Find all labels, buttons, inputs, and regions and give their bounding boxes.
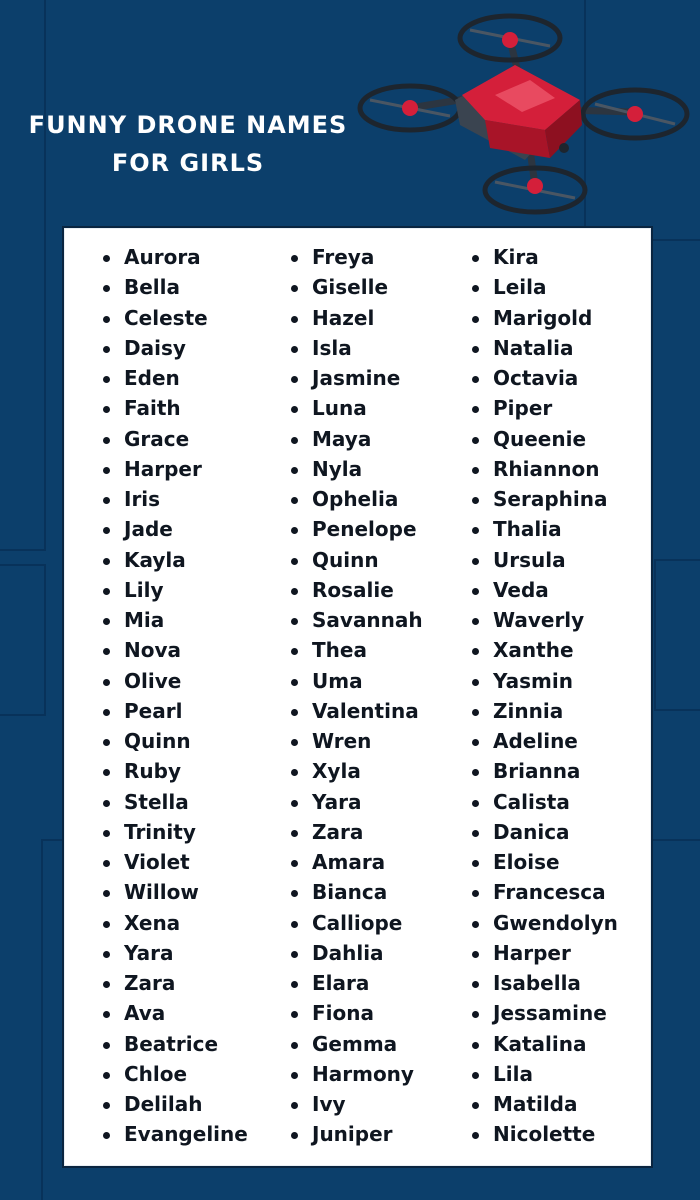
name-list-item: Ava [100, 998, 248, 1028]
name-list-item: Ruby [100, 756, 248, 786]
name-list-item: Daisy [100, 333, 248, 363]
name-list-item: Eden [100, 363, 248, 393]
name-list-item: Rosalie [288, 575, 423, 605]
name-list-item: Isabella [469, 968, 618, 998]
name-list-item: Natalia [469, 333, 618, 363]
name-list-item: Delilah [100, 1089, 248, 1119]
name-list-item: Calista [469, 787, 618, 817]
name-list-item: Elara [288, 968, 423, 998]
name-list-item: Adeline [469, 726, 618, 756]
name-list-item: Lila [469, 1059, 618, 1089]
name-list-item: Waverly [469, 605, 618, 635]
drone-illustration [350, 0, 700, 228]
drone-body [455, 65, 582, 160]
name-list-item: Calliope [288, 908, 423, 938]
names-column-1 [100, 242, 248, 1150]
name-list-item: Freya [288, 242, 423, 272]
name-list-item: Kayla [100, 545, 248, 575]
title-line-2: FOR GIRLS [111, 149, 265, 177]
names-card [62, 226, 653, 1168]
name-list-item: Piper [469, 393, 618, 423]
name-list-item: Brianna [469, 756, 618, 786]
name-list-item: Xena [100, 908, 248, 938]
name-list-item: Harper [100, 454, 248, 484]
name-list-item: Aurora [100, 242, 248, 272]
name-list-item: Bella [100, 272, 248, 302]
name-list-item: Veda [469, 575, 618, 605]
name-list-item: Leila [469, 272, 618, 302]
name-list-item: Eloise [469, 847, 618, 877]
name-list-item: Valentina [288, 696, 423, 726]
name-list-item: Maya [288, 424, 423, 454]
name-list-item: Wren [288, 726, 423, 756]
name-list-item: Fiona [288, 998, 423, 1028]
name-list-item: Rhiannon [469, 454, 618, 484]
name-list-item: Olive [100, 666, 248, 696]
name-list-item: Savannah [288, 605, 423, 635]
name-list-item: Francesca [469, 877, 618, 907]
title-line-1: FUNNY DRONE NAMES [28, 111, 348, 139]
name-list-item: Yara [288, 787, 423, 817]
names-column-2 [288, 242, 423, 1150]
name-list-item: Queenie [469, 424, 618, 454]
name-list-item: Amara [288, 847, 423, 877]
page-title [18, 106, 358, 182]
name-list-item: Jessamine [469, 998, 618, 1028]
name-list-item: Trinity [100, 817, 248, 847]
name-list-item: Faith [100, 393, 248, 423]
name-list-item: Danica [469, 817, 618, 847]
name-list-item: Iris [100, 484, 248, 514]
name-list-item: Xanthe [469, 635, 618, 665]
name-list-item: Uma [288, 666, 423, 696]
name-list-item: Thea [288, 635, 423, 665]
name-list-item: Isla [288, 333, 423, 363]
name-list-item: Nicolette [469, 1119, 618, 1149]
name-list-item: Grace [100, 424, 248, 454]
name-list-item: Luna [288, 393, 423, 423]
names-column-3 [469, 242, 618, 1150]
name-list-item: Beatrice [100, 1029, 248, 1059]
name-list-item: Jade [100, 514, 248, 544]
name-list-item: Giselle [288, 272, 423, 302]
name-list-item: Bianca [288, 877, 423, 907]
name-list-item: Harmony [288, 1059, 423, 1089]
name-list-item: Gwendolyn [469, 908, 618, 938]
name-list-item: Xyla [288, 756, 423, 786]
name-list-item: Ursula [469, 545, 618, 575]
name-list-item: Hazel [288, 303, 423, 333]
name-list-item: Ophelia [288, 484, 423, 514]
name-list-item: Quinn [288, 545, 423, 575]
name-list-item: Harper [469, 938, 618, 968]
name-list-item: Pearl [100, 696, 248, 726]
name-list-item: Lily [100, 575, 248, 605]
name-list-item: Mia [100, 605, 248, 635]
name-list-item: Quinn [100, 726, 248, 756]
name-list-item: Seraphina [469, 484, 618, 514]
name-list-item: Thalia [469, 514, 618, 544]
name-list-item: Kira [469, 242, 618, 272]
name-list-item: Penelope [288, 514, 423, 544]
name-list-item: Stella [100, 787, 248, 817]
name-list-item: Ivy [288, 1089, 423, 1119]
name-list-item: Jasmine [288, 363, 423, 393]
name-list-item: Gemma [288, 1029, 423, 1059]
name-list-item: Nova [100, 635, 248, 665]
name-list-item: Katalina [469, 1029, 618, 1059]
name-list-item: Matilda [469, 1089, 618, 1119]
name-list-item: Celeste [100, 303, 248, 333]
name-list-item: Marigold [469, 303, 618, 333]
name-list-item: Nyla [288, 454, 423, 484]
name-list-item: Zara [100, 968, 248, 998]
name-list-item: Juniper [288, 1119, 423, 1149]
name-list-item: Willow [100, 877, 248, 907]
name-list-item: Zinnia [469, 696, 618, 726]
name-list-item: Zara [288, 817, 423, 847]
name-list-item: Chloe [100, 1059, 248, 1089]
name-list-item: Dahlia [288, 938, 423, 968]
name-list-item: Octavia [469, 363, 618, 393]
name-list-item: Violet [100, 847, 248, 877]
name-list-item: Yasmin [469, 666, 618, 696]
name-list-item: Yara [100, 938, 248, 968]
name-list-item: Evangeline [100, 1119, 248, 1149]
